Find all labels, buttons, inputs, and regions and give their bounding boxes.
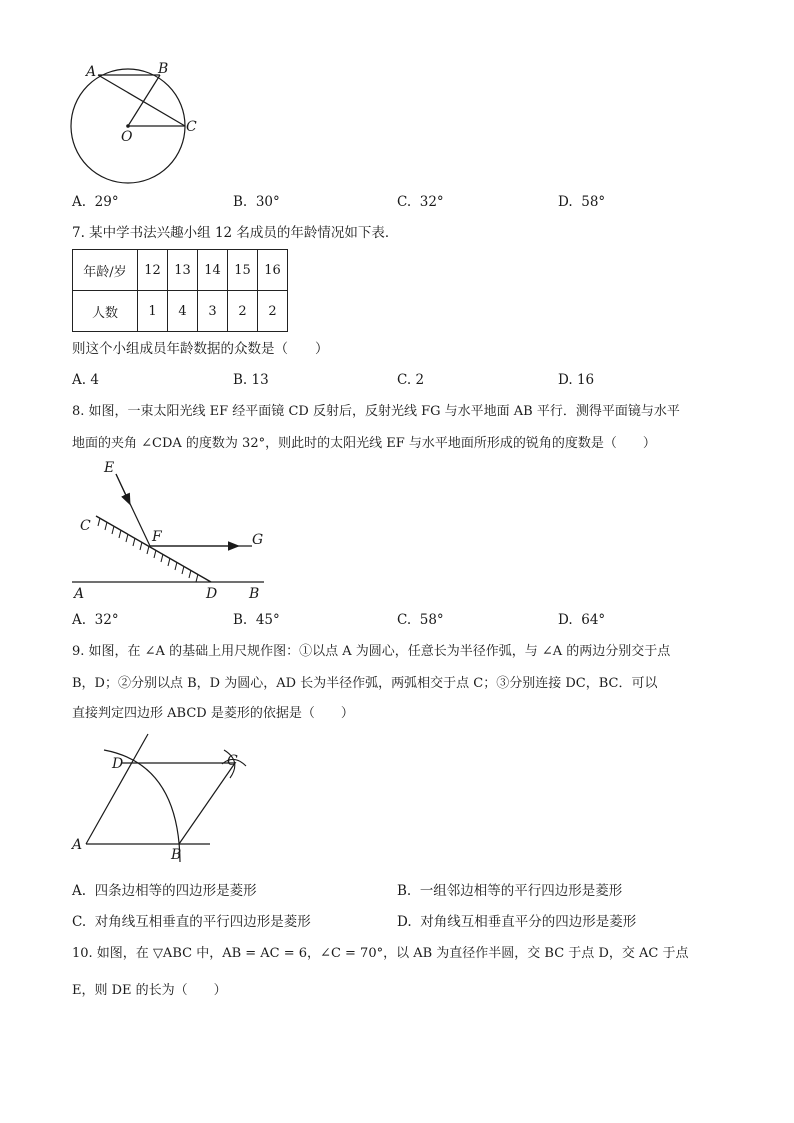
q9-option-c[interactable]: C. 对角线互相垂直的平行四边形是菱形 (72, 914, 311, 930)
q8-label-f: F (152, 529, 162, 545)
q6-label-o: O (121, 129, 133, 145)
table-cell: 16 (258, 250, 288, 291)
q9-label-c: C (227, 753, 238, 769)
table-header-age: 年龄/岁 (73, 250, 138, 291)
q8-option-d[interactable]: D. 64° (558, 612, 606, 628)
q9-option-a[interactable]: A. 四条边相等的四边形是菱形 (72, 883, 257, 899)
q8-option-b[interactable]: B. 45° (233, 612, 280, 628)
table-cell: 4 (168, 291, 198, 332)
q8-label-e: E (104, 460, 115, 476)
q8-option-c[interactable]: C. 58° (397, 612, 444, 628)
q6-option-a[interactable]: A. 29° (72, 194, 119, 210)
q7-question: 则这个小组成员年龄数据的众数是（ ） (72, 341, 329, 357)
table-cell: 12 (138, 250, 168, 291)
q9-option-d[interactable]: D. 对角线互相垂直平分的四边形是菱形 (397, 914, 637, 930)
q9-stem-line1: 9. 如图，在 ∠A 的基础上用尺规作图：①以点 A 为圆心，任意长为半径作弧，与 ∠A 的两边分别交于点 (72, 644, 671, 659)
q6-label-a: A (86, 64, 97, 80)
q8-label-c: C (80, 518, 91, 534)
q9-stem-line2: B，D；②分别以点 B，D 为圆心，AD 长为半径作弧，两弧相交于点 C；③分别连接 DC，BC．可以 (72, 676, 658, 691)
table-cell: 15 (228, 250, 258, 291)
table-cell: 13 (168, 250, 198, 291)
q10-stem-line2: E，则 DE 的长为（ ） (72, 983, 227, 998)
q8-mirror-figure (66, 458, 276, 603)
q7-stem: 7. 某中学书法兴趣小组 12 名成员的年龄情况如下表． (72, 225, 399, 241)
table-cell: 1 (138, 291, 168, 332)
q6-option-b[interactable]: B. 30° (233, 194, 280, 210)
q7-option-b[interactable]: B. 13 (233, 372, 269, 388)
table-header-count: 人数 (73, 291, 138, 332)
table-cell: 3 (198, 291, 228, 332)
q10-stem-line1: 10. 如图，在 ▽ABC 中，AB = AC = 6，∠C = 70°，以 AB 为直径作半圆，交 BC 于点 D，交 AC 于点 (72, 946, 689, 961)
q9-label-a: A (72, 837, 83, 853)
table-row (73, 291, 288, 332)
q7-option-a[interactable]: A. 4 (72, 372, 99, 388)
q9-rhombus-figure (64, 728, 254, 868)
table-cell: 2 (228, 291, 258, 332)
q8-stem-line1: 8. 如图，一束太阳光线 EF 经平面镜 CD 反射后，反射光线 FG 与水平地面 AB 平行．测得平面镜与水平 (72, 404, 680, 419)
q8-option-a[interactable]: A. 32° (72, 612, 119, 628)
q8-label-d: D (206, 586, 218, 602)
q8-stem-line2: 地面的夹角 ∠CDA 的度数为 32°，则此时的太阳光线 EF 与水平地面所形成的锐角的度数是（ ） (72, 436, 656, 451)
q6-label-b: B (158, 61, 169, 77)
q8-label-g: G (252, 532, 264, 548)
table-cell: 2 (258, 291, 288, 332)
q8-label-a: A (74, 586, 85, 602)
table-cell: 14 (198, 250, 228, 291)
q9-stem-line3: 直接判定四边形 ABCD 是菱形的依据是（ ） (72, 706, 354, 721)
q9-label-d: D (112, 756, 124, 772)
q7-option-d[interactable]: D. 16 (558, 372, 595, 388)
q6-option-c[interactable]: C. 32° (397, 194, 444, 210)
q7-option-c[interactable]: C. 2 (397, 372, 425, 388)
q8-label-b: B (249, 586, 260, 602)
q9-option-b[interactable]: B. 一组邻边相等的平行四边形是菱形 (397, 883, 623, 899)
table-row (73, 250, 288, 291)
q6-circle-figure (60, 58, 200, 188)
q9-label-b: B (171, 847, 182, 863)
q7-age-table (72, 249, 288, 332)
q6-label-c: C (186, 119, 197, 135)
q6-option-d[interactable]: D. 58° (558, 194, 606, 210)
